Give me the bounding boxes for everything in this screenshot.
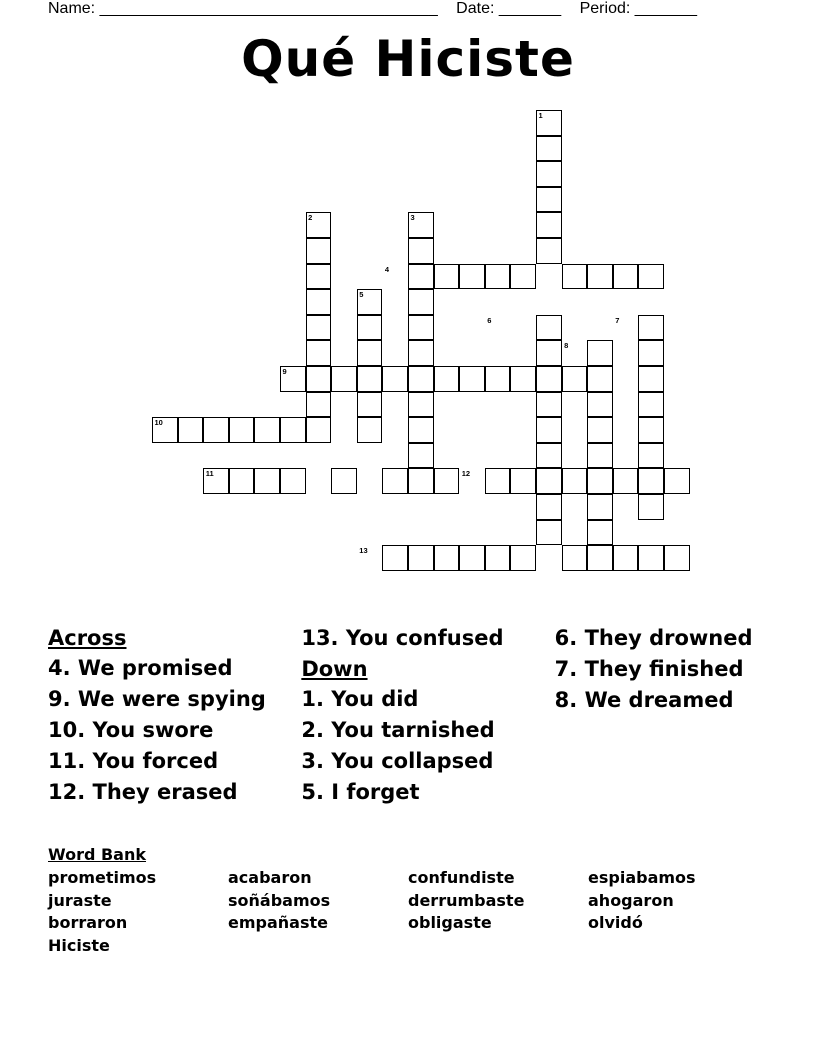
clue-number: 13. [301, 626, 339, 650]
grid-cell[interactable] [408, 417, 434, 443]
grid-cell[interactable] [638, 494, 664, 520]
clue-number: 4. [48, 656, 71, 680]
clue-number-label: 13 [359, 546, 368, 556]
date-field[interactable]: Date: _______ [456, 0, 562, 17]
clue-number-label: 11 [205, 469, 214, 479]
clue-number: 1. [301, 687, 324, 711]
word-bank-item: derrumbaste [408, 890, 525, 910]
period-field[interactable]: Period: _______ [579, 0, 698, 17]
clue-number-label: 6 [487, 315, 492, 325]
grid-cell[interactable] [408, 468, 434, 494]
grid-cell[interactable] [485, 468, 511, 494]
word-bank-item: borraron [48, 913, 128, 933]
grid-cell[interactable] [280, 468, 306, 494]
grid-cell[interactable] [536, 212, 562, 238]
word-bank-title: Word Bank [48, 845, 147, 864]
grid-cell[interactable] [306, 366, 332, 392]
clue-text: They erased [92, 780, 238, 804]
grid-cell[interactable] [306, 289, 332, 315]
word-bank-item: ahogaron [588, 890, 674, 910]
clue-text: You swore [92, 718, 214, 742]
grid-cell[interactable] [587, 494, 613, 520]
down-clue-2 [301, 719, 534, 742]
grid-cell[interactable] [459, 264, 485, 290]
clue-text: You tarnished [331, 718, 495, 742]
word-bank-item: empañaste [228, 913, 328, 933]
grid-cell[interactable] [536, 443, 562, 469]
across-clue-13 [301, 627, 534, 650]
grid-cell[interactable] [306, 264, 332, 290]
word-bank-item: soñábamos [228, 890, 331, 910]
down-clue-3 [301, 750, 534, 773]
across-clue-10 [48, 719, 281, 742]
clue-list [48, 627, 788, 832]
grid-cell[interactable] [587, 443, 613, 469]
grid-cell[interactable] [485, 264, 511, 290]
clue-number-label: 8 [564, 341, 569, 351]
grid-cell[interactable] [536, 315, 562, 341]
clue-text: I forget [331, 780, 420, 804]
clue-number-label: 5 [359, 290, 364, 300]
grid-cell[interactable] [587, 520, 613, 546]
grid-cell[interactable] [382, 468, 408, 494]
clue-number-label: 12 [461, 469, 471, 479]
grid-cell[interactable] [434, 468, 460, 494]
clue-number: 7. [554, 657, 578, 681]
grid-cell[interactable] [510, 468, 536, 494]
grid-cell[interactable] [434, 545, 460, 571]
grid-cell[interactable] [536, 520, 562, 546]
grid-cell[interactable] [229, 468, 255, 494]
grid-cell[interactable] [408, 340, 434, 366]
grid-cell[interactable] [562, 264, 588, 290]
grid-cell[interactable] [178, 417, 204, 443]
word-bank-item: confundiste [408, 868, 515, 887]
clue-number: 8. [554, 688, 578, 712]
word-bank-item: espiabamos [588, 868, 696, 887]
grid-cell[interactable] [280, 417, 306, 443]
clue-number: 2. [301, 718, 324, 742]
grid-cell[interactable] [306, 417, 332, 443]
grid-cell[interactable] [203, 417, 229, 443]
grid-cell[interactable] [408, 443, 434, 469]
grid-cell[interactable] [638, 315, 664, 341]
clue-text: We promised [77, 656, 233, 680]
grid-cell[interactable] [229, 417, 255, 443]
grid-cell[interactable] [254, 468, 280, 494]
grid-cell[interactable] [331, 366, 357, 392]
clue-text: You collapsed [331, 749, 494, 773]
grid-cell[interactable] [510, 366, 536, 392]
clue-text: You did [331, 687, 419, 711]
grid-cell[interactable] [306, 392, 332, 418]
word-bank-item: olvidó [588, 913, 643, 933]
clue-number-label: 4 [384, 264, 390, 274]
clue-number: 12. [48, 780, 86, 804]
grid-cell[interactable] [536, 161, 562, 187]
grid-cell[interactable] [382, 545, 408, 571]
down-clue-7 [555, 658, 788, 681]
word-bank-item: obligaste [408, 913, 492, 933]
down-clue-1 [301, 688, 534, 711]
clue-text: You forced [92, 749, 219, 773]
clue-text: You confused [345, 626, 504, 650]
grid-cell[interactable] [536, 392, 562, 418]
across-clue-4 [48, 657, 281, 680]
down-clue-6 [555, 627, 788, 650]
grid-cell[interactable] [587, 392, 613, 418]
grid-cell[interactable] [536, 340, 562, 366]
grid-cell[interactable] [357, 366, 383, 392]
grid-cell[interactable] [638, 443, 664, 469]
grid-cell[interactable] [638, 417, 664, 443]
across-clue-9 [48, 688, 281, 711]
across-clue-12 [48, 781, 281, 804]
clue-number: 5. [301, 780, 324, 804]
grid-cell[interactable] [536, 417, 562, 443]
grid-cell[interactable] [408, 289, 434, 315]
grid-cell[interactable] [357, 417, 383, 443]
grid-cell[interactable] [638, 392, 664, 418]
clue-number: 3. [301, 749, 324, 773]
grid-cell[interactable] [664, 468, 690, 494]
clue-number-label: 2 [308, 213, 313, 223]
clue-number-label: 10 [154, 418, 163, 428]
clue-number: 11. [48, 749, 86, 773]
grid-cell[interactable] [562, 468, 588, 494]
grid-cell[interactable] [434, 366, 460, 392]
grid-cell[interactable] [408, 238, 434, 264]
grid-cell[interactable] [613, 545, 639, 571]
page-title: Qué Hiciste [241, 30, 575, 88]
grid-cell[interactable] [485, 545, 511, 571]
down-heading: Down [301, 657, 368, 681]
grid-cell[interactable] [382, 366, 408, 392]
grid-cell[interactable] [536, 187, 562, 213]
word-bank-item: Hiciste [48, 935, 110, 955]
grid-cell[interactable] [357, 340, 383, 366]
grid-cell[interactable] [638, 468, 664, 494]
grid-cell[interactable] [459, 545, 485, 571]
grid-cell[interactable] [434, 264, 460, 290]
word-bank-list [48, 867, 768, 957]
grid-cell[interactable] [536, 494, 562, 520]
clue-text: We dreamed [584, 688, 734, 712]
word-bank-item: juraste [48, 890, 112, 910]
clue-number-label: 1 [538, 111, 543, 120]
clue-number-label: 7 [615, 315, 620, 325]
word-bank [48, 845, 768, 957]
grid-cell[interactable] [357, 392, 383, 418]
grid-cell[interactable] [408, 392, 434, 418]
grid-cell[interactable] [536, 366, 562, 392]
clue-number: 9. [48, 687, 71, 711]
grid-cell[interactable] [562, 545, 588, 571]
grid-cell[interactable] [587, 417, 613, 443]
grid-cell[interactable] [587, 545, 613, 571]
clue-text: They drowned [584, 626, 753, 650]
clue-number: 6. [554, 626, 578, 650]
clue-text: They finished [584, 657, 744, 681]
grid-cell[interactable] [306, 238, 332, 264]
grid-cell[interactable] [587, 468, 613, 494]
grid-cell[interactable] [562, 366, 588, 392]
name-field[interactable]: Name: ______________________________________ [48, 0, 438, 17]
clue-number-label: 3 [410, 213, 415, 223]
grid-cell[interactable] [536, 136, 562, 162]
grid-cell[interactable] [306, 340, 332, 366]
across-heading: Across [48, 626, 127, 650]
grid-cell[interactable] [613, 468, 639, 494]
grid-cell[interactable] [357, 315, 383, 341]
word-bank-item: acabaron [228, 868, 312, 887]
grid-cell[interactable] [408, 264, 434, 290]
grid-cell[interactable] [613, 264, 639, 290]
grid-cell[interactable] [408, 366, 434, 392]
grid-cell[interactable] [254, 417, 280, 443]
grid-cell[interactable] [459, 366, 485, 392]
grid-cell[interactable] [306, 315, 332, 341]
clue-number: 10. [48, 718, 86, 742]
word-bank-item: prometimos [48, 868, 157, 887]
grid-cell[interactable] [536, 468, 562, 494]
grid-cell[interactable] [587, 366, 613, 392]
grid-cell[interactable] [510, 545, 536, 571]
grid-cell[interactable] [536, 238, 562, 264]
grid-cell[interactable] [485, 366, 511, 392]
grid-cell[interactable] [408, 315, 434, 341]
grid-cell[interactable] [331, 468, 357, 494]
grid-cell[interactable] [638, 545, 664, 571]
grid-cell[interactable] [587, 340, 613, 366]
grid-cell[interactable] [638, 366, 664, 392]
clue-text: We were spying [77, 687, 266, 711]
grid-cell[interactable] [664, 545, 690, 571]
across-clue-11 [48, 750, 281, 773]
clue-number-label: 9 [282, 367, 287, 376]
grid-cell[interactable] [638, 340, 664, 366]
grid-cell[interactable] [510, 264, 536, 290]
down-clue-8 [555, 689, 788, 712]
grid-cell[interactable] [638, 264, 664, 290]
grid-cell[interactable] [587, 264, 613, 290]
grid-cell[interactable] [408, 545, 434, 571]
down-clue-5 [301, 781, 534, 804]
